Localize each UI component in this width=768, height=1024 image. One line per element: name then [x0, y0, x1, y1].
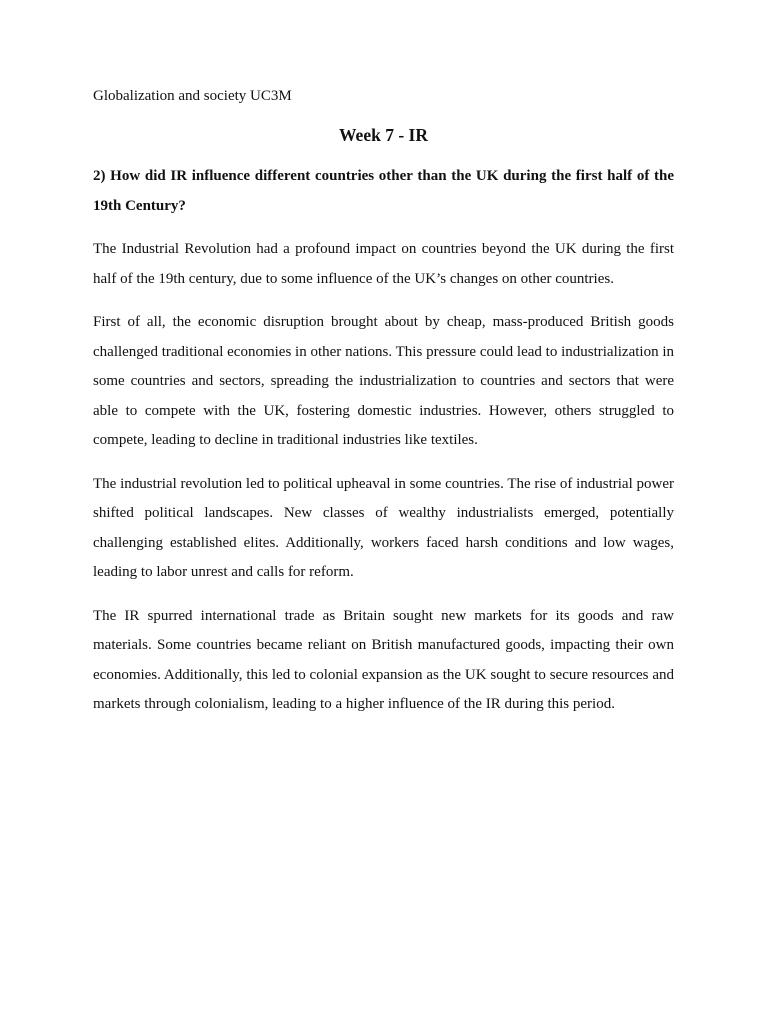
- course-header: Globalization and society UC3M: [93, 88, 292, 104]
- paragraph-political: The industrial revolution led to political upheaval in some countries. The rise of industrial power shifted political landscapes. New classes of wealthy industrialists emerged, potentially challenging established elites. Additionally, workers faced harsh conditions and low wages, leading to labor unrest and calls for reform.: [93, 475, 674, 580]
- document-body: [93, 86, 674, 720]
- paragraph-intro: The Industrial Revolution had a profound impact on countries beyond the UK during the first half of the 19th century, due to some influence of the UK’s changes on other countries.: [93, 241, 674, 287]
- question-heading: 2) How did IR influence different countries other than the UK during the first half of the 19th Century?: [93, 168, 674, 214]
- paragraph-trade: The IR spurred international trade as Britain sought new markets for its goods and raw materials. Some countries became reliant on British manufactured goods, impacting their own economies. Additionally, this led to colonial expansion as the UK sought to secure resources and markets through colonialism, leading to a higher influence of the IR during this period.: [93, 607, 674, 712]
- paragraph-economic: First of all, the economic disruption brought about by cheap, mass-produced British goods challenged traditional economies in other nations. This pressure could lead to industrialization in some countries and sectors, spreading the industrialization to countries and sectors that were able to compete with the UK, fostering domestic industries. However, others struggled to compete, leading to decline in traditional industries like textiles.: [93, 314, 674, 448]
- page-title: Week 7 - IR: [339, 125, 428, 145]
